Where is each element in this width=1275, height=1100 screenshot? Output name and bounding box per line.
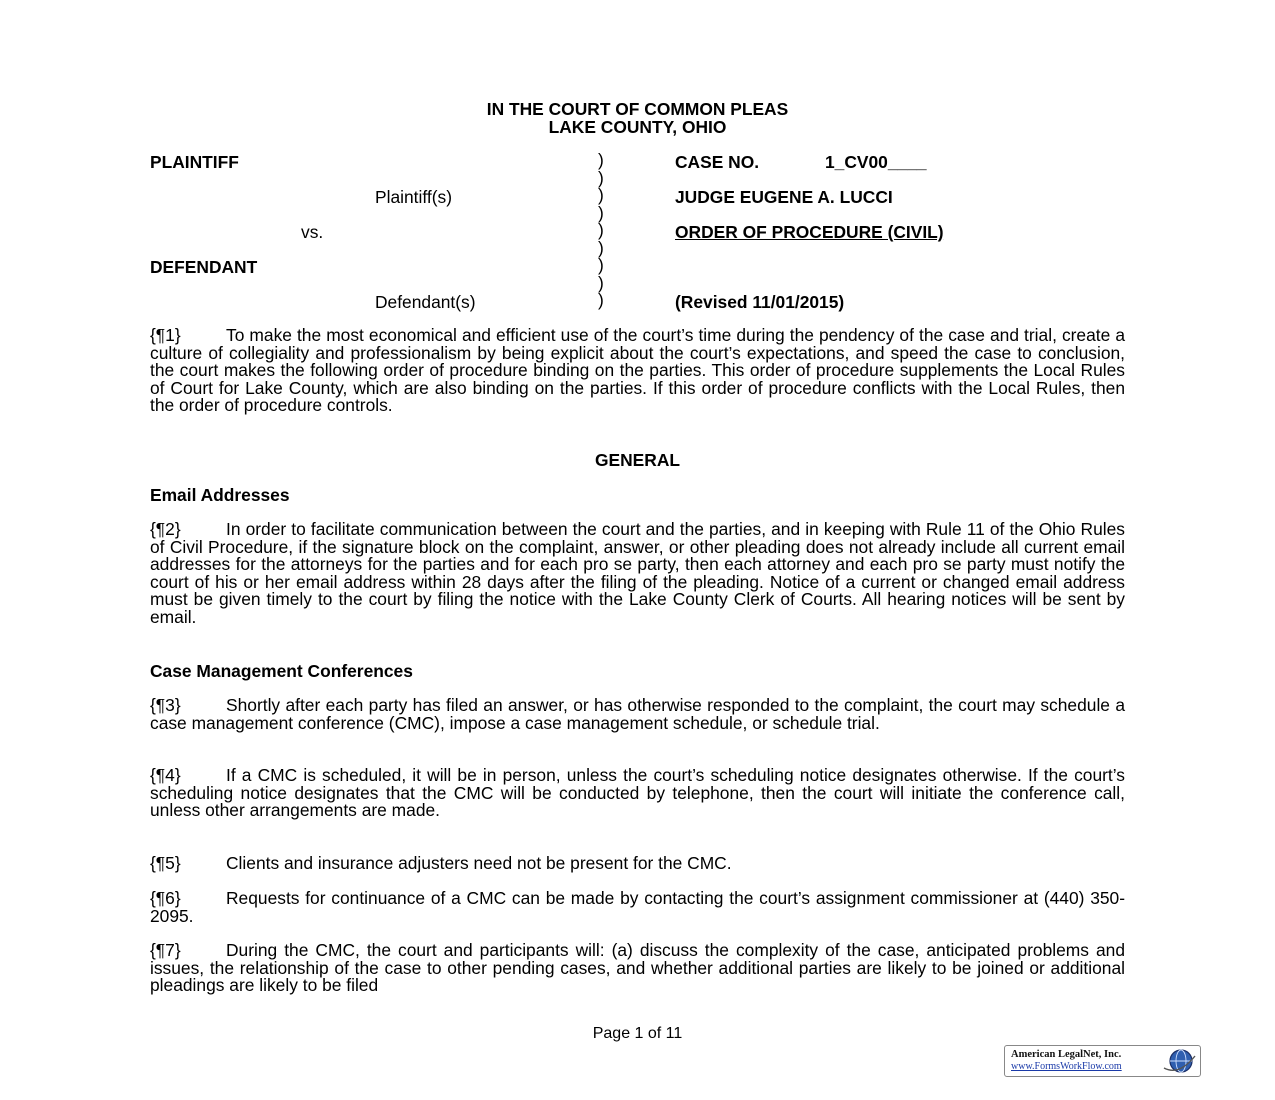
paragraph-number: {¶4} [150, 765, 181, 785]
paragraph-text: Requests for continuance of a CMC can be made by contacting the court’s assignment commissioner at (440) 350-2095. [150, 888, 1125, 926]
court-name: IN THE COURT OF COMMON PLEAS [486, 99, 789, 119]
paragraph-text: In order to facilitate communication between the court and the parties, and in keeping with Rule 11 of the Ohio Rules of Civil Procedure, if the signature block on the complaint, answer, or other pleading does not already include all current email addresses for the attorneys for the parties and for each pro se party, then each attorney and each pro se party must notify the court of his or her email address within 28 days after the filing of the pleading. Notice of a current or changed email address must be given timely to the court by filing the notice with the Lake County Clerk of Courts. All hearing notices will be sent by email. [150, 519, 1125, 627]
plaintiff-role: Plaintiff(s) [375, 187, 452, 207]
paragraph-3 [150, 697, 1125, 732]
paren: ) [598, 255, 604, 275]
paragraph-number: {¶5} [150, 853, 181, 873]
paren: ) [598, 272, 604, 293]
defendant-role: Defendant(s) [375, 292, 476, 312]
revision-date: (Revised 11/01/2015) [675, 292, 845, 312]
plaintiff-name: PLAINTIFF [150, 152, 239, 172]
paragraph-1 [150, 327, 1125, 415]
subheading-case-management: Case Management Conferences [150, 661, 413, 681]
paragraph-text: Shortly after each party has filed an answer, or has otherwise responded to the complaint, the court may schedule a case management conference (CMC), impose a case management schedule, or schedule trial. [150, 695, 1125, 733]
defendant-name: DEFENDANT [150, 257, 258, 277]
logo-company-name: American LegalNet, Inc. [1011, 1049, 1122, 1060]
paren: ) [598, 202, 604, 223]
paragraph-text: If a CMC is scheduled, it will be in person, unless the court’s scheduling notice designates otherwise. If the court’s scheduling notice designates that the CMC will be conducted by telephone, then the court will initiate the conference call, unless other arrangements are made. [150, 765, 1125, 821]
paragraph-6 [150, 890, 1125, 925]
subheading-email-addresses: Email Addresses [150, 485, 290, 505]
case-number-label: CASE NO. [675, 152, 760, 172]
paren: ) [598, 237, 604, 258]
paragraph-2 [150, 521, 1125, 627]
globe-icon [1162, 1048, 1196, 1074]
court-county: LAKE COUNTY, OHIO [548, 117, 727, 137]
paragraph-4 [150, 767, 1125, 820]
order-title: ORDER OF PROCEDURE (CIVIL) [675, 222, 944, 242]
paren: ) [598, 185, 604, 205]
paragraph-5 [150, 855, 1125, 873]
page-number: Page 1 of 11 [592, 1025, 683, 1042]
caption-parentheses [598, 152, 608, 310]
paragraph-number: {¶3} [150, 695, 181, 715]
paragraph-number: {¶7} [150, 940, 181, 960]
paragraph-7 [150, 942, 1125, 995]
judge-name: JUDGE EUGENE A. LUCCI [675, 187, 893, 207]
paragraph-number: {¶6} [150, 888, 181, 908]
logo-url-link[interactable]: www.FormsWorkFlow.com [1011, 1061, 1122, 1072]
paragraph-number: {¶2} [150, 519, 181, 539]
case-number-value: 1_CV00____ [825, 152, 927, 172]
paren: ) [598, 220, 604, 240]
paragraph-text: During the CMC, the court and participants will: (a) discuss the complexity of the case, anticipated problems and issues, the relationship of the case to other pending cases, and whether additional parties are likely to be joined or additional pleadings are likely to be filed [150, 940, 1125, 996]
paragraph-number: {¶1} [150, 325, 181, 345]
paren: ) [598, 150, 604, 170]
paren: ) [598, 167, 604, 188]
section-heading-general: GENERAL [594, 450, 681, 470]
american-legalnet-logo[interactable] [1004, 1045, 1201, 1077]
versus-label: vs. [301, 222, 324, 242]
paragraph-text: To make the most economical and efficient use of the court’s time during the pendency of the case and trial, create a culture of collegiality and professionalism by being explicit about the court’s expectations, and speed the case to conclusion, the court makes the following order of procedure binding on the parties. This order of procedure supplements the Local Rules of Court for Lake County, which are also binding on the parties. If this order of procedure conflicts with the Local Rules, then the order of procedure controls. [150, 325, 1125, 416]
paragraph-text: Clients and insurance adjusters need not be present for the CMC. [226, 853, 732, 873]
paren: ) [598, 290, 604, 310]
